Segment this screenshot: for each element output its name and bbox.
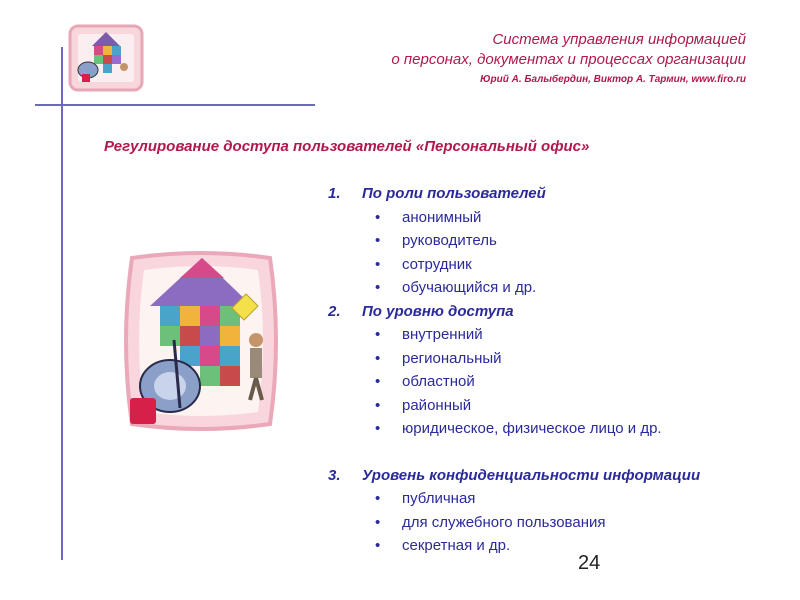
section-number: 3.	[328, 466, 341, 484]
list-item-label: руководитель	[402, 232, 497, 249]
list-item	[320, 323, 780, 347]
bullet-icon: •	[375, 490, 381, 507]
slide-title: Регулирование доступа пользователей «Персональный офис»	[104, 138, 590, 155]
list-item	[320, 347, 780, 371]
header-title-line1: Система управления информацией	[492, 31, 746, 48]
horizontal-rule	[35, 104, 315, 106]
list-item-label: публичная	[402, 490, 476, 507]
bullet-icon: •	[375, 326, 381, 343]
puzzle-logo-icon	[66, 22, 146, 94]
list-item	[320, 276, 780, 300]
section-title: По роли пользователей	[362, 185, 546, 202]
section-number: 2.	[328, 302, 341, 320]
section-title: По уровню доступа	[362, 302, 514, 320]
section-access-level	[320, 300, 780, 441]
bullet-icon: •	[375, 373, 381, 390]
list-item	[320, 487, 780, 511]
page-number: 24	[578, 552, 601, 574]
header	[391, 30, 746, 85]
bullet-icon: •	[375, 279, 381, 296]
list-item	[320, 206, 780, 230]
list-item-label: региональный	[402, 349, 502, 367]
list-item	[320, 370, 780, 394]
list-item	[320, 534, 780, 558]
section-role	[320, 182, 780, 300]
list-item-label: сотрудник	[402, 255, 472, 273]
bullet-icon: •	[375, 232, 381, 249]
bullet-icon: •	[375, 255, 381, 273]
list-item-label: юридическое, физическое лицо и др.	[402, 420, 662, 437]
list-item	[320, 394, 780, 418]
vertical-rule	[61, 47, 63, 560]
spacer	[320, 441, 780, 464]
list-item-label: обучающийся и др.	[402, 279, 537, 296]
header-authors: Юрий А. Балыбердин, Виктор А. Тармин, www.firo.ru	[480, 74, 746, 85]
list-item	[320, 253, 780, 277]
list-item-label: анонимный	[402, 208, 482, 226]
list-item-label: внутренний	[402, 326, 483, 343]
bullet-icon: •	[375, 513, 381, 531]
content-list	[320, 182, 780, 558]
bullet-icon: •	[375, 537, 381, 554]
bullet-icon: •	[375, 349, 381, 367]
section-confidentiality	[320, 464, 780, 558]
bullet-icon: •	[375, 208, 381, 226]
list-item-label: районный	[402, 396, 472, 414]
list-item-label: областной	[402, 373, 475, 390]
list-item	[320, 417, 780, 441]
list-item	[320, 229, 780, 253]
section-number: 1.	[328, 185, 341, 202]
puzzle-house-illustration-icon	[120, 248, 282, 434]
list-item	[320, 511, 780, 535]
bullet-icon: •	[375, 420, 381, 437]
list-item-label: для служебного пользования	[402, 513, 606, 531]
header-title-line2: о персонах, документах и процессах организации	[391, 51, 746, 68]
section-title: Уровень конфиденциальности информации	[362, 466, 701, 484]
list-item-label: секретная и др.	[402, 537, 511, 554]
bullet-icon: •	[375, 396, 381, 414]
